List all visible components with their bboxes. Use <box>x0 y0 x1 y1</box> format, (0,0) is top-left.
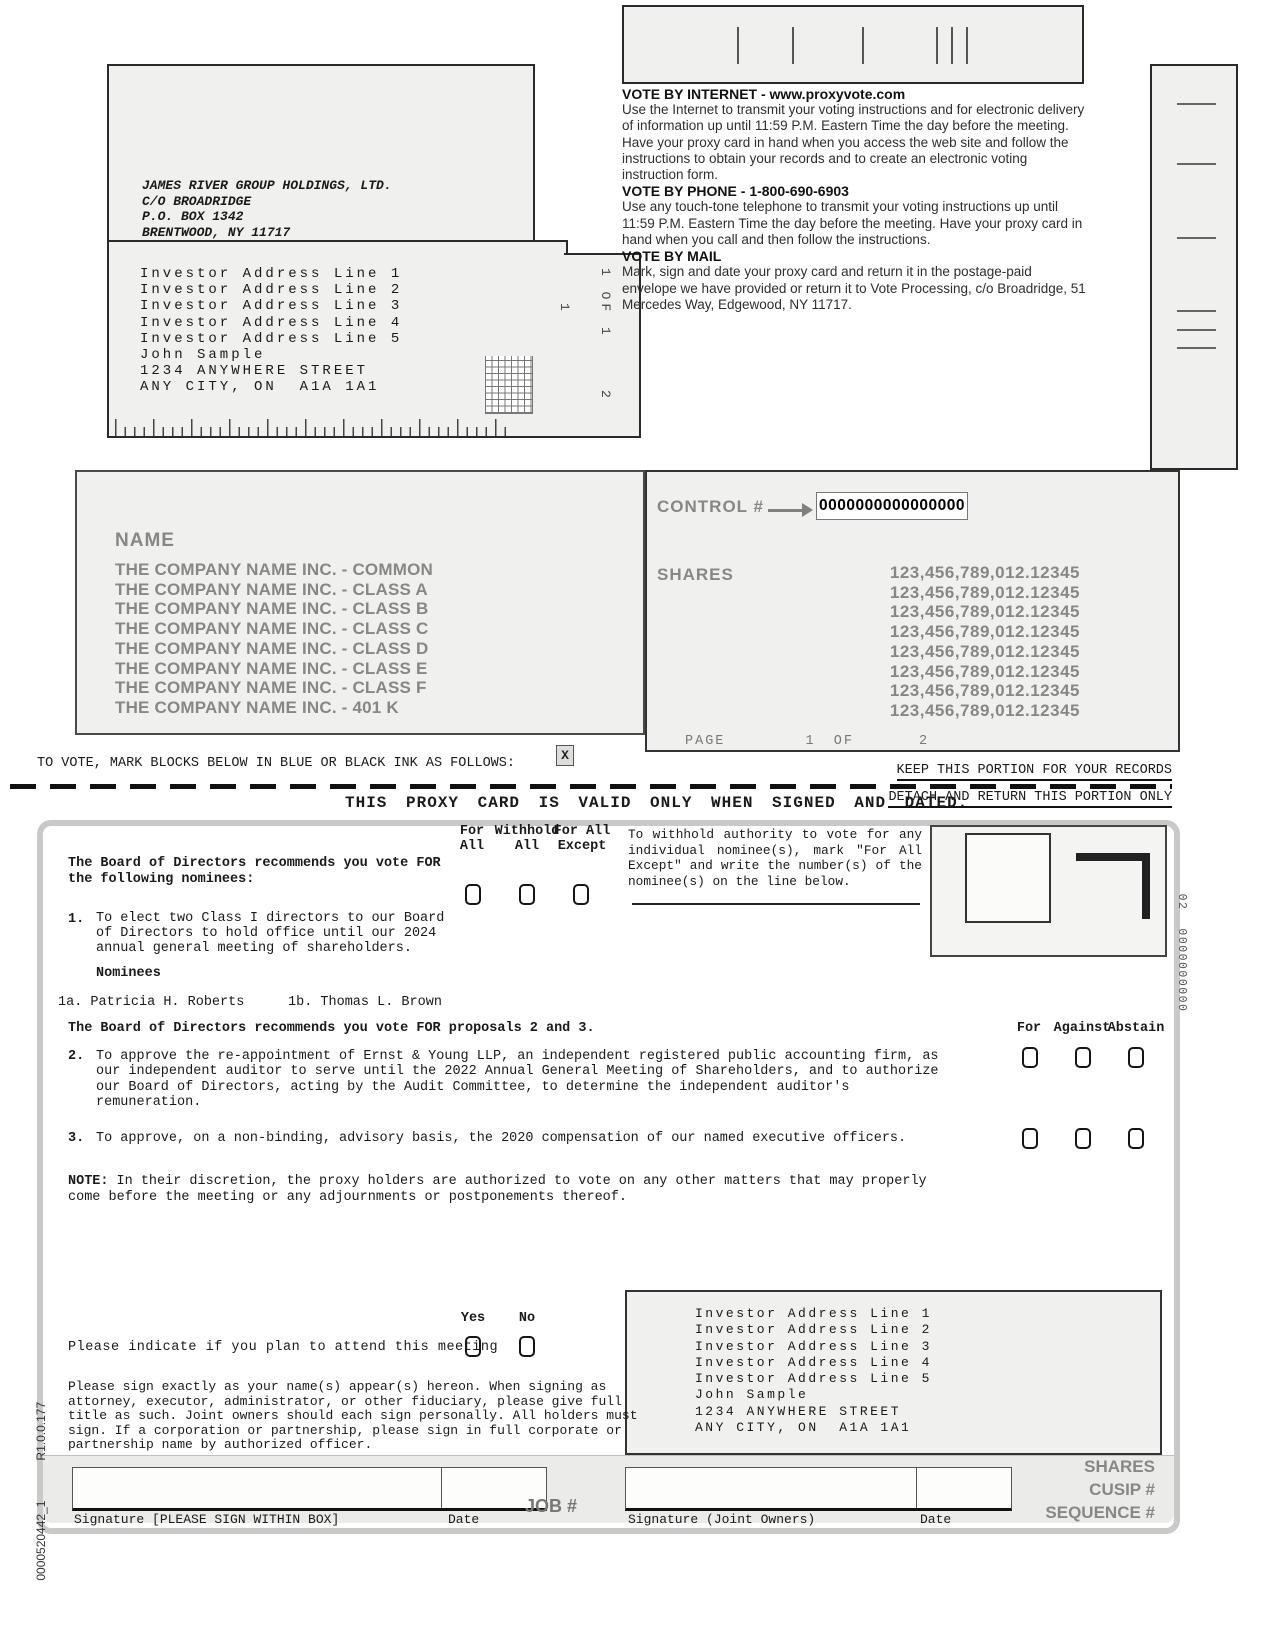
header-withhold-all-line: Withhold <box>494 824 560 839</box>
proposal-2-text: To approve the re-appointment of Ernst & Young LLP, an independent registered public accounting firm, as our independent auditor to serve until the 2022 Annual General Meeting of Shareholders, and to authorize our Board of Directors, acting by the Audit Committee, to determine the independent auditor's remuneration. <box>96 1049 939 1110</box>
page-count-bottom: 2 <box>598 390 613 398</box>
proposal-3-number: 3. <box>68 1131 85 1146</box>
attend-no-label: No <box>518 1311 536 1326</box>
mailing-address-line: Investor Address Line 1 <box>695 1306 932 1321</box>
name-label: NAME <box>115 530 175 551</box>
page-total: 2 <box>919 734 930 749</box>
mailing-address-line: Investor Address Line 2 <box>695 1322 932 1338</box>
timing-mark <box>1177 310 1216 312</box>
vote-mail-heading: VOTE BY MAIL <box>622 248 722 265</box>
recommendation-1-line2: the following nominees: <box>68 872 255 887</box>
proposal-2-abstain-checkbox[interactable] <box>1128 1047 1144 1068</box>
investor-address <box>140 266 402 396</box>
job-number-label: JOB # <box>525 1496 578 1516</box>
barcode-bar <box>792 27 794 64</box>
joint-signature-date-divider <box>916 1468 917 1508</box>
signature-date-divider <box>441 1468 442 1508</box>
mailing-address <box>695 1306 932 1436</box>
mailing-address-line: 1234 ANYWHERE STREET <box>695 1403 902 1419</box>
keep-portion-note: KEEP THIS PORTION FOR YOUR RECORDS <box>897 763 1172 781</box>
nominee-1b: 1b. Thomas L. Brown <box>288 995 442 1010</box>
mailing-address-line: Investor Address Line 3 <box>695 1338 932 1354</box>
valid-when-signed-note: THIS PROXY CARD IS VALID ONLY WHEN SIGNED AND DATED. <box>345 794 969 812</box>
form-code-left <box>20 1352 62 1594</box>
mailing-address-line: John Sample <box>695 1387 809 1403</box>
share-values <box>780 563 1080 721</box>
proposal-3-text: To approve, on a non-binding, advisory basis, the 2020 compensation of our named executive officers. <box>96 1131 907 1146</box>
page-count-top: 1 OF 1 <box>598 268 613 339</box>
attend-question: Please indicate if you plan to attend this meeting <box>68 1340 499 1355</box>
vote-phone-body: Use any touch-tone telephone to transmit your voting instructions up until 11:59 P.M. Eastern Time the day before the meeting. Have your proxy card in hand when you call and then follow the instructions. <box>622 199 1083 248</box>
vote-mail-body: Mark, sign and date your proxy card and return it in the postage-paid envelope we have provided or return it to Vote Processing, c/o Broadridge, 51 Mercedes Way, Edgewood, NY 11717. <box>622 264 1086 312</box>
header-withhold-all-line: All <box>514 839 540 854</box>
sequence-footer-label: SEQUENCE # <box>1045 1503 1155 1522</box>
return-address-line: BRENTWOOD, NY 11717 <box>142 224 291 240</box>
share-value-row: 123,456,789,012.12345 <box>889 641 1080 661</box>
header-abstain: Abstain <box>1107 1021 1165 1036</box>
proposal-3-abstain-checkbox[interactable] <box>1128 1128 1144 1149</box>
investor-address-line: Investor Address Line 4 <box>140 314 403 331</box>
barcode-bar <box>936 27 938 64</box>
timing-mark <box>1177 163 1216 165</box>
mailing-address-line: Investor Address Line 4 <box>695 1354 932 1370</box>
discretion-note-label: NOTE: <box>68 1174 109 1189</box>
header-against: Against <box>1053 1021 1111 1036</box>
return-address <box>142 178 392 240</box>
timing-mark <box>1177 237 1216 239</box>
joint-signature-box[interactable] <box>625 1467 1012 1511</box>
registration-square <box>965 833 1051 923</box>
account-row: THE COMPANY NAME INC. - CLASS E <box>115 658 428 678</box>
share-value-row: 123,456,789,012.12345 <box>889 622 1080 642</box>
control-label: CONTROL # <box>657 497 764 516</box>
discretion-note-text: In their discretion, the proxy holders are authorized to vote on any other matters that may properly come before the meeting or any adjournments or postponements thereof. <box>68 1174 927 1205</box>
page-label: PAGE <box>685 734 726 749</box>
return-address-line: P.O. BOX 1342 <box>142 209 244 224</box>
form-code: 0000520442_1 <box>34 1500 48 1581</box>
account-list <box>115 560 433 718</box>
header-for-all-line: All <box>459 839 485 854</box>
investor-address-line: Investor Address Line 1 <box>140 266 403 282</box>
account-row: THE COMPANY NAME INC. - 401 K <box>115 697 399 717</box>
cusip-footer-label: CUSIP # <box>1089 1480 1155 1499</box>
shares-label: SHARES <box>657 565 734 584</box>
form-version: R1.0.0.177 <box>34 1401 48 1461</box>
form-code-right-top: 02 <box>1175 893 1188 911</box>
timing-mark <box>1177 329 1216 331</box>
signature-box[interactable] <box>72 1467 547 1511</box>
barcode-bar <box>737 27 739 64</box>
account-row: THE COMPANY NAME INC. - CLASS D <box>115 638 429 658</box>
signature-box-label: Signature [PLEASE SIGN WITHIN BOX] <box>74 1512 340 1527</box>
investor-address-line: Investor Address Line 2 <box>140 282 403 299</box>
investor-address-line: 1234 ANYWHERE STREET <box>140 363 369 380</box>
account-row: THE COMPANY NAME INC. - COMMON <box>115 560 433 579</box>
for-all-except-checkbox[interactable] <box>573 884 589 905</box>
header-for-all-line: For <box>459 824 485 839</box>
account-row: THE COMPANY NAME INC. - CLASS F <box>115 678 427 698</box>
mailing-address-line: Investor Address Line 5 <box>695 1371 932 1387</box>
write-in-line[interactable] <box>632 903 920 905</box>
share-value-row: 123,456,789,012.12345 <box>889 700 1080 720</box>
account-row: THE COMPANY NAME INC. - CLASS B <box>115 599 429 619</box>
investor-address-line: Investor Address Line 3 <box>140 298 403 315</box>
share-value-row: 123,456,789,012.12345 <box>889 681 1080 701</box>
control-number-box: 0000000000000000 <box>816 492 968 520</box>
header-for-all-except <box>549 824 615 854</box>
header-for-all-except-line: For All <box>553 824 611 839</box>
proposal-3-for-checkbox[interactable] <box>1022 1128 1038 1149</box>
proposal-2-number: 2. <box>68 1049 85 1064</box>
detach-perforation-line <box>10 784 1172 789</box>
joint-date-label: Date <box>920 1512 952 1527</box>
sample-x-mark: X <box>556 745 574 766</box>
proposal-2-against-checkbox[interactable] <box>1075 1047 1091 1068</box>
page-count-left: 1 <box>557 303 572 311</box>
vote-phone-heading: VOTE BY PHONE - 1-800-690-6903 <box>622 183 849 200</box>
for-all-checkbox[interactable] <box>465 884 481 905</box>
nominee-1a: 1a. Patricia H. Roberts <box>58 995 245 1010</box>
investor-address-line: John Sample <box>140 347 266 364</box>
recommendation-23: The Board of Directors recommends you vote FOR proposals 2 and 3. <box>68 1021 595 1036</box>
page-indicator <box>685 734 929 749</box>
withhold-all-checkbox[interactable] <box>519 884 535 905</box>
discretion-note <box>68 1174 950 1205</box>
top-barcode-box <box>622 5 1084 84</box>
page-current: 1 <box>805 734 816 749</box>
proposal-2-for-checkbox[interactable] <box>1022 1047 1038 1068</box>
share-value-row: 123,456,789,012.12345 <box>889 602 1080 622</box>
recommendation-1-line1: The Board of Directors recommends you vote FOR <box>68 856 441 871</box>
signature-instructions: Please sign exactly as your name(s) appear(s) hereon. When signing as attorney, executor, administrator, or other fiduciary, please give full title as such. Joint owners should each sign personally. All holders must sign. If a corporation or partnership, please sign in full corporate or partnership name by authorized officer. <box>68 1379 638 1453</box>
timing-mark <box>1177 103 1216 105</box>
control-arrow-icon <box>768 509 804 512</box>
vote-internet-body: Use the Internet to transmit your voting instructions and for electronic delivery of information up until 11:59 P.M. Eastern Time the day before the meeting. Have your proxy card in hand when you access the web site and follow the instructions to obtain your records and to create an electronic voting instruction form. <box>622 102 1085 183</box>
alignment-grid-mark <box>485 356 533 414</box>
page-of: OF <box>833 734 854 749</box>
form-code-right <box>1162 860 1201 1013</box>
investor-address-line: Investor Address Line 5 <box>140 330 403 347</box>
shares-footer-label: SHARES <box>1084 1457 1155 1476</box>
proposal-3-against-checkbox[interactable] <box>1075 1128 1091 1149</box>
mailing-address-line: ANY CITY, ON A1A 1A1 <box>695 1420 912 1436</box>
form-code-right-bottom: 0000000000 <box>1175 928 1188 1013</box>
to-vote-instruction: TO VOTE, MARK BLOCKS BELOW IN BLUE OR BLACK INK AS FOLLOWS: <box>37 756 515 771</box>
return-address-line: JAMES RIVER GROUP HOLDINGS, LTD. <box>142 178 392 193</box>
barcode-bar <box>966 27 968 64</box>
header-for-all-except-line: Except <box>557 839 607 854</box>
share-value-row: 123,456,789,012.12345 <box>889 582 1080 602</box>
registration-corner-mark <box>1076 853 1150 919</box>
attend-no-checkbox[interactable] <box>519 1336 535 1357</box>
proposal-1-text: To elect two Class I directors to our Board of Directors to hold office until our 2024 annual general meeting of shareholders. <box>96 911 445 956</box>
header-for: For <box>1016 1021 1042 1036</box>
share-value-row: 123,456,789,012.12345 <box>889 661 1080 681</box>
vote-instructions <box>622 86 1090 313</box>
withhold-instruction: To withhold authority to vote for any individual nominee(s), mark "For All Except" and write the number(s) of the nominee(s) on the line below. <box>628 827 922 889</box>
attend-yes-label: Yes <box>460 1311 486 1326</box>
account-row: THE COMPANY NAME INC. - CLASS C <box>115 619 429 639</box>
return-address-line: C/O BROADRIDGE <box>142 193 252 209</box>
vote-internet-heading: VOTE BY INTERNET - www.proxyvote.com <box>622 86 906 102</box>
timing-mark-column <box>1150 64 1238 470</box>
joint-signature-box-label: Signature (Joint Owners) <box>628 1512 816 1527</box>
postal-barcode <box>115 427 510 436</box>
timing-mark <box>1177 347 1216 349</box>
investor-address-line: ANY CITY, ON A1A 1A1 <box>140 379 380 396</box>
proposal-1-number: 1. <box>68 912 85 927</box>
share-value-row: 123,456,789,012.12345 <box>889 563 1080 582</box>
recommendation-1 <box>68 856 441 888</box>
date-label: Date <box>448 1512 480 1527</box>
barcode-bar <box>951 27 953 64</box>
nominees-label: Nominees <box>96 966 161 981</box>
header-for-all <box>450 824 494 854</box>
barcode-bar <box>862 27 864 64</box>
detach-portion-note: DETACH AND RETURN THIS PORTION ONLY <box>888 790 1172 808</box>
account-row: THE COMPANY NAME INC. - CLASS A <box>115 579 428 599</box>
